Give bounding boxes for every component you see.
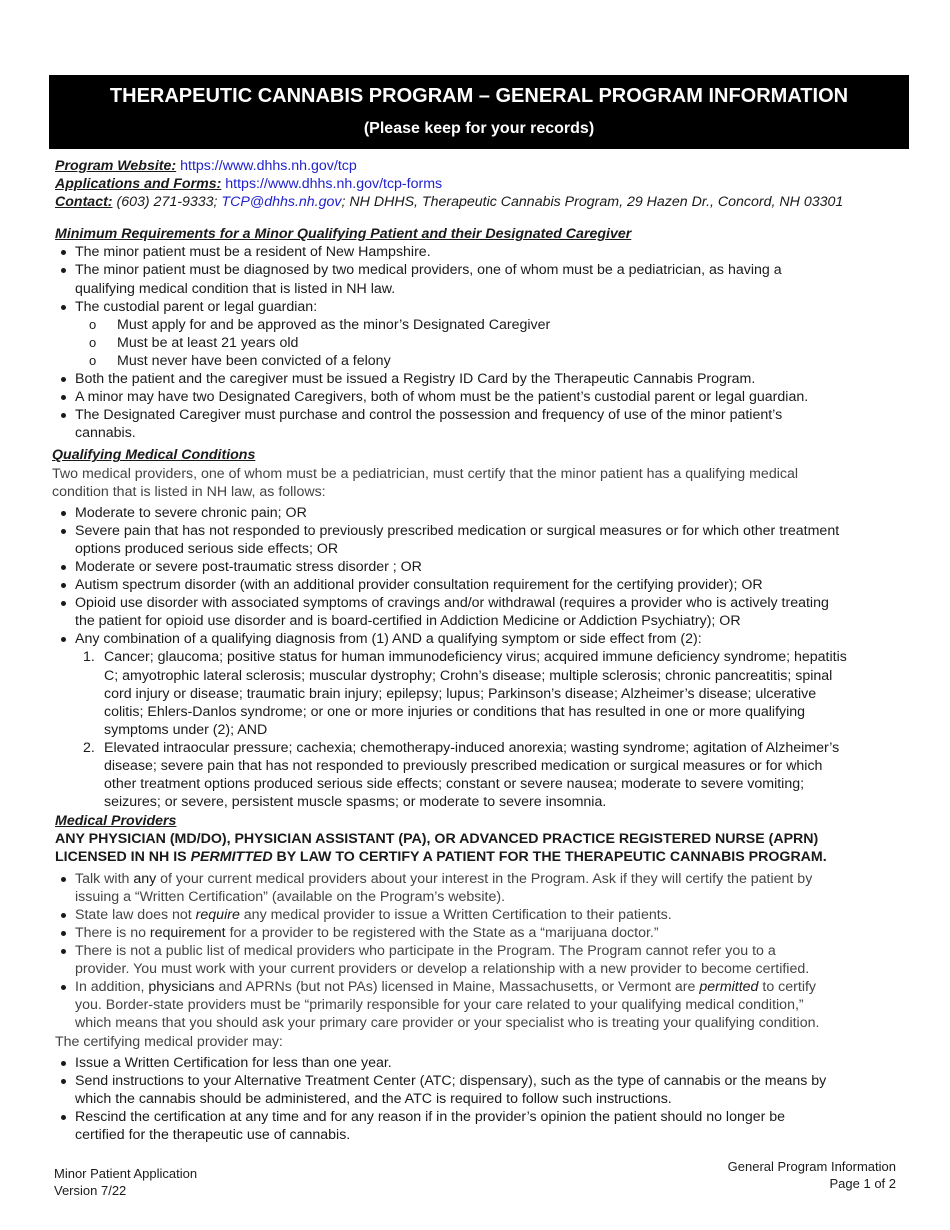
providers-heading: Medical Providers	[55, 813, 177, 830]
page-subtitle: (Please keep for your records)	[363, 120, 595, 137]
list-item: State law does not require any medical provider to issue a Written Certification to their patients.	[55, 906, 917, 924]
list-item: The custodial parent or legal guardian:	[55, 298, 917, 316]
conditions-intro-cont: condition that is listed in NH law, as follows:	[52, 483, 326, 500]
contact-address: ; NH DHHS, Therapeutic Cannabis Program, 29 Hazen Dr., Concord, NH 03301	[341, 194, 844, 211]
contact-label: Contact:	[55, 194, 113, 211]
forms-label: Applications and Forms:	[55, 176, 222, 193]
providers-statement-cont: LICENSED IN NH IS PERMITTED BY LAW TO CERTIFY A PATIENT FOR THE THERAPEUTIC CANNABIS PROGRAM.	[55, 849, 827, 866]
provider-may-list	[55, 1054, 917, 1144]
contact-email-link[interactable]: TCP@dhhs.nh.gov	[221, 194, 342, 211]
list-item: Opioid use disorder with associated symptoms of cravings and/or withdrawal (requires a provider who is actively treating the patient for opioid use disorder and is board-certified in Addiction Medicine or Addiction Psychiatry); OR	[55, 594, 917, 630]
list-item: The minor patient must be a resident of New Hampshire.	[55, 243, 917, 261]
list-item: o Must apply for and be approved as the minor’s Designated Caregiver	[55, 316, 917, 334]
conditions-heading: Qualifying Medical Conditions	[52, 447, 256, 464]
min-requirements-heading: Minimum Requirements for a Minor Qualifying Patient and their Designated Caregiver	[55, 226, 632, 243]
list-item: The minor patient must be diagnosed by two medical providers, one of whom must be a pediatrician, as having a qualifying medical condition that is listed in NH law.	[55, 261, 917, 297]
list-item: Both the patient and the caregiver must be issued a Registry ID Card by the Therapeutic Cannabis Program.	[55, 370, 917, 388]
list-item: Any combination of a qualifying diagnosis from (1) AND a qualifying symptom or side effect from (2):	[55, 630, 917, 648]
providers-statement: ANY PHYSICIAN (MD/DO), PHYSICIAN ASSISTANT (PA), OR ADVANCED PRACTICE REGISTERED NURSE (APRN)	[55, 831, 819, 848]
footer-form-name: Minor Patient Application	[54, 1166, 198, 1181]
header-bar	[49, 75, 909, 149]
min-requirements-section	[55, 225, 917, 442]
list-item: 1. Cancer; glaucoma; positive status for human immunodeficiency virus; acquired immune deficiency syndrome; hepatitis C; amyotrophic lateral sclerosis; muscular dystrophy; Crohn’s disease; multiple sclerosis; chronic pancreatitis; spinal cord injury or disease; traumatic brain injury; epilepsy; lupus; Parkinson’s disease; Alzheimer’s disease; ulcerative colitis; Ehlers-Danlos syndrome; or one or more injuries or conditions that has resulted in one or more qualifying symptoms under (2); AND	[83, 649, 847, 738]
list-item: Moderate to severe chronic pain; OR	[55, 504, 917, 522]
min-requirements-list	[55, 243, 917, 315]
list-item: There is no requirement for a provider to be registered with the State as a “marijuana doctor.”	[55, 924, 917, 942]
providers-list	[55, 870, 917, 1033]
footer-page-number: Page 1 of 2	[829, 1176, 896, 1191]
website-link[interactable]: https://www.dhhs.nh.gov/tcp	[180, 158, 357, 174]
footer-section-name: General Program Information	[727, 1159, 896, 1174]
list-item: Talk with any of your current medical providers about your interest in the Program. Ask if they will certify the patient by issuing a “Written Certification” (available on the Program’s website).	[55, 870, 917, 906]
list-number: 1.	[83, 649, 95, 666]
list-item: The Designated Caregiver must purchase and control the possession and frequency of use of the minor patient’s cannabis.	[55, 406, 917, 442]
list-item: Issue a Written Certification for less than one year.	[55, 1054, 917, 1072]
list-item: In addition, physicians and APRNs (but not PAs) licensed in Maine, Massachusetts, or Vermont are permitted to certify you. Border-state providers must be “primarily responsible for your care related to your qualifying medical condition,” which means that you should ask your primary care provider or your specialist who is treating your qualifying condition.	[55, 978, 917, 1032]
list-item: 2. Elevated intraocular pressure; cachexia; chemotherapy-induced anorexia; wasting syndrome; agitation of Alzheimer’s disease; severe pain that has not responded to previously prescribed medication or surgical measures or for which other treatment options produced serious side effects; constant or severe nausea; moderate to severe vomiting; seizures; or severe, persistent muscle spasms; or moderate to severe insomnia.	[83, 739, 840, 811]
min-requirements-list-cont	[55, 370, 917, 442]
combination-list	[55, 648, 917, 811]
list-item: o Must be at least 21 years old	[55, 334, 917, 352]
list-item: Rescind the certification at any time and for any reason if in the provider’s opinion the patient should no longer be certified for the therapeutic use of cannabis.	[55, 1108, 917, 1144]
caregiver-sublist	[55, 316, 917, 370]
conditions-list	[55, 504, 917, 649]
provider-may-intro: The certifying medical provider may:	[55, 1034, 283, 1051]
conditions-intro: Two medical providers, one of whom must be a pediatrician, must certify that the minor patient has a qualifying medical	[52, 465, 798, 482]
list-item: o Must never have been convicted of a felony	[55, 352, 917, 370]
list-item: Moderate or severe post-traumatic stress disorder ; OR	[55, 558, 917, 576]
list-item: A minor may have two Designated Caregivers, both of whom must be the patient’s custodial parent or legal guardian.	[55, 388, 917, 406]
website-label: Program Website:	[55, 158, 177, 174]
conditions-section	[52, 446, 917, 811]
providers-section	[55, 812, 917, 1144]
list-number: 2.	[83, 739, 95, 756]
document-body	[52, 157, 917, 1144]
list-item: Send instructions to your Alternative Treatment Center (ATC; dispensary), such as the type of cannabis or the means by which the cannabis should be administered, and the ATC is required to follow such instructions.	[55, 1072, 917, 1108]
footer-left	[54, 1165, 197, 1199]
page-title: THERAPEUTIC CANNABIS PROGRAM – GENERAL PROGRAM INFORMATION	[109, 85, 849, 107]
list-item: Autism spectrum disorder (with an additional provider consultation requirement for the certifying provider); OR	[55, 576, 917, 594]
forms-link[interactable]: https://www.dhhs.nh.gov/tcp-forms	[225, 176, 443, 193]
list-item: Severe pain that has not responded to previously prescribed medication or surgical measures or for which other treatment options produced serious side effects; OR	[55, 522, 917, 558]
contact-phone: (603) 271-9333;	[116, 194, 218, 211]
contact-block	[55, 157, 917, 211]
footer-right	[728, 1158, 896, 1192]
footer-version: Version 7/22	[54, 1183, 127, 1198]
list-item: There is not a public list of medical providers who participate in the Program. The Program cannot refer you to a provider. You must work with your current providers or develop a relationship with a new provider to become certified.	[55, 942, 917, 978]
